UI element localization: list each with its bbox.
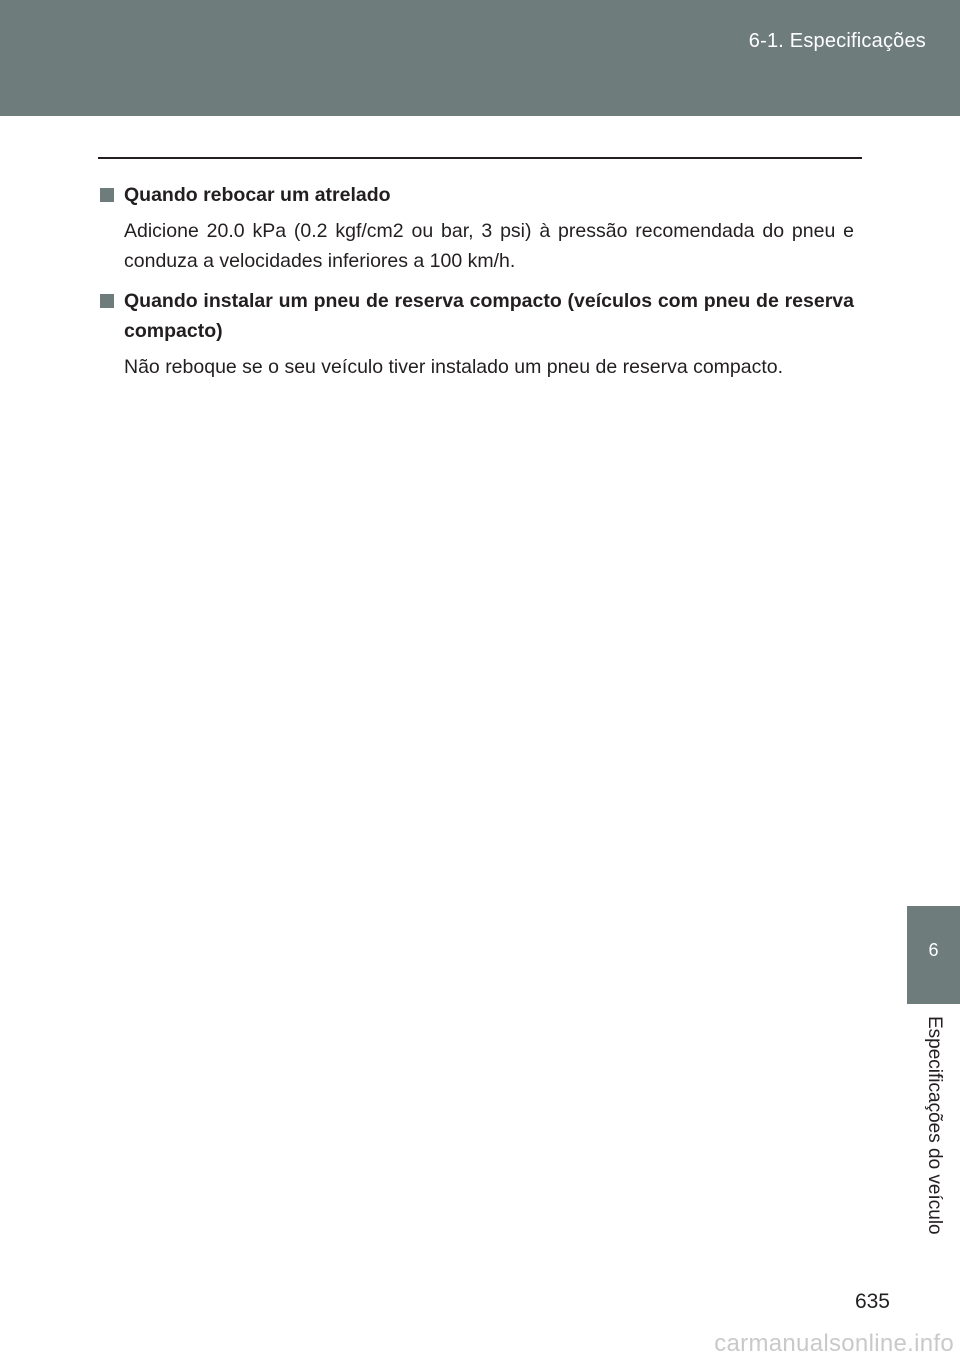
square-bullet-icon: [100, 188, 114, 202]
section-title: 6-1. Especificações: [748, 30, 926, 52]
section-heading-text: Quando rebocar um atrelado: [124, 184, 391, 206]
header-band: [0, 0, 960, 116]
section-heading: [98, 286, 854, 346]
page-number: 635: [854, 1290, 890, 1313]
section-compact-spare: [98, 286, 854, 382]
watermark: carmanualsonline.info: [714, 1330, 954, 1357]
section-heading: [98, 180, 854, 210]
square-bullet-icon: [100, 294, 114, 308]
section-heading-text: Quando instalar um pneu de reserva compacto (veículos com pneu de reserva compacto): [124, 290, 854, 342]
chapter-tab: [907, 906, 960, 1004]
section-towing-trailer: [98, 180, 854, 276]
top-rule: [98, 157, 862, 159]
chapter-number: 6: [928, 940, 939, 960]
main-content: [98, 180, 854, 392]
section-body: Não reboque se o seu veículo tiver instalado um pneu de reserva compacto.: [124, 356, 784, 378]
chapter-label: Especificações do veículo: [924, 1016, 945, 1235]
section-body: Adicione 20.0 kPa (0.2 kgf/cm2 ou bar, 3 psi) à pressão recomendada do pneu e conduza a velocidades inferiores a 100 km/h.: [124, 220, 854, 272]
